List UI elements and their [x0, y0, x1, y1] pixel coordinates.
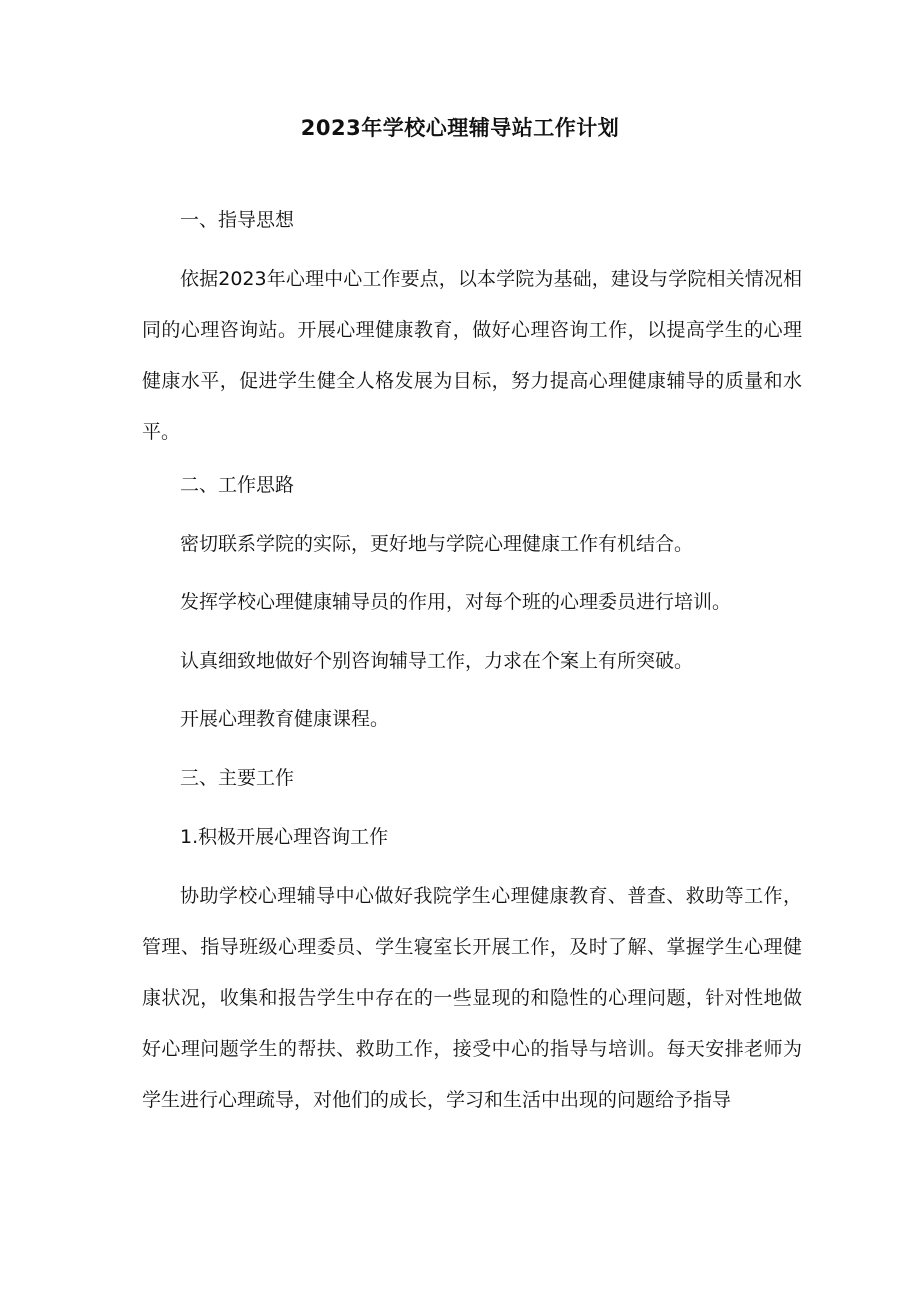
- work-approach-item: 密切联系学院的实际，更好地与学院心理健康工作有机结合。: [180, 533, 694, 555]
- subsection-heading-counseling: 1.积极开展心理咨询工作: [180, 826, 389, 848]
- paragraph-guiding-ideology: 依据2023年心理中心工作要点，以本学院为基础，建设与学院相关情况相同的心理咨询站。开展心理健康教育，做好心理咨询工作，以提高学生的心理健康水平，促进学生健全人格发展为目标，努力提高心理健康辅导的质量和水平。: [142, 268, 802, 443]
- work-approach-item: 发挥学校心理健康辅导员的作用，对每个班的心理委员进行培训。: [180, 591, 732, 613]
- paragraph-counseling: 协助学校心理辅导中心做好我院学生心理健康教育、普查、救助等工作，管理、指导班级心理委员、学生寝室长开展工作，及时了解、掌握学生心理健康状况，收集和报告学生中存在的一些显现的和隐性的心理问题，针对性地做好心理问题学生的帮扶、救助工作，接受中心的指导与培训。每天安排老师为学生进行心理疏导，对他们的成长，学习和生活中出现的问题给予指导: [142, 885, 802, 1111]
- section-heading-main-work: 三、主要工作: [180, 767, 295, 789]
- section-heading-work-approach: 二、工作思路: [180, 474, 295, 496]
- document-title: 2023年学校心理辅导站工作计划: [300, 116, 620, 140]
- section-heading-guiding-ideology: 一、指导思想: [180, 209, 295, 231]
- work-approach-item: 开展心理教育健康课程。: [180, 708, 390, 730]
- work-approach-item: 认真细致地做好个别咨询辅导工作，力求在个案上有所突破。: [180, 650, 694, 672]
